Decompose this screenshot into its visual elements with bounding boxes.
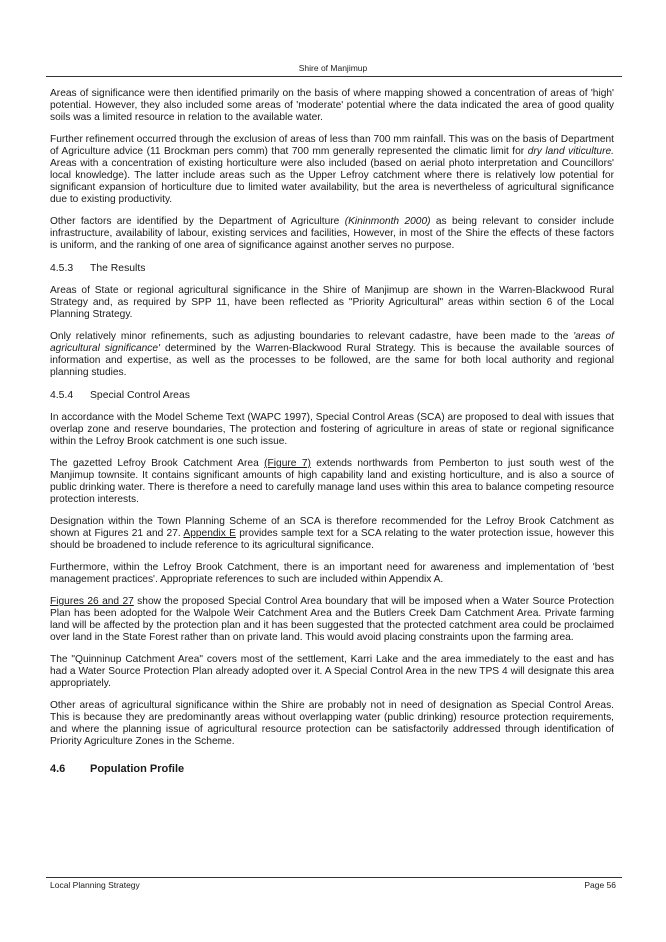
section-title: Population Profile: [90, 763, 185, 775]
text-span: provides sample text for a SCA relating to the water protection issue, however this should be broadened to include reference to its agricultural significance.: [50, 528, 615, 551]
figures-26-27-link[interactable]: Figures 26 and 27: [50, 596, 134, 607]
italic-citation: (Kininmonth 2000): [344, 216, 431, 227]
text-span: determined by the Warren-Blackwood Rural Strategy. This is because the available sources of information and expertise, as well as the processes to be followed, are the same for both local authority and regional planning studies.: [50, 343, 614, 378]
paragraph-quinninup: The "Quinninup Catchment Area" covers most of the settlement, Karri Lake and the area immediately to the east and has had a Water Source Protection Plan already adopted over it. A Special Control Area in the new TPS 4 will designate this area appropriately.: [50, 654, 614, 689]
paragraph-further-refinement: [50, 134, 614, 206]
paragraph-other-factors: [50, 216, 614, 252]
paragraph-lefroy-brook: [50, 458, 614, 506]
appendix-e-link[interactable]: Appendix E: [183, 528, 236, 539]
paragraph-best-practices: Furthermore, within the Lefroy Brook Catchment, there is an important need for awareness and implementation of 'best management practices'. Appropriate references to such are included within Appendix A.: [50, 562, 614, 585]
paragraph-designation: [50, 516, 614, 552]
text-span: The gazetted Lefroy Brook Catchment Area: [50, 458, 265, 469]
text-span: Further refinement occurred through the exclusion of areas of less than 700 mm rainfall. This was on the basis of Department of Agriculture advice (11 Brockman pers comm) that 700 mm generally represented the climatic limit for: [50, 134, 614, 157]
section-number: 4.5.4: [50, 390, 74, 401]
section-title: Special Control Areas: [90, 390, 190, 401]
italic-text: dry land viticulture.: [527, 146, 614, 157]
paragraph-refinements: [50, 331, 614, 379]
section-heading-the-results: [50, 262, 614, 275]
text-span: Only relatively minor refinements, such as adjusting boundaries to relevant cadastre, have been made to the: [50, 331, 574, 342]
section-heading-population-profile: [50, 762, 614, 776]
paragraph-figures-26-27: [50, 596, 614, 644]
paragraph-model-scheme: In accordance with the Model Scheme Text (WAPC 1997), Special Control Areas (SCA) are proposed to deal with issues that overlap zone and reserve boundaries, The protection and fostering of agriculture in areas of state or regional significance within the Lefroy Brook catchment is one such issue.: [50, 412, 614, 447]
footer-page-number: Page 56: [584, 880, 616, 890]
text-span: Other factors are identified by the Department of Agriculture: [50, 216, 345, 227]
section-title: The Results: [90, 263, 146, 274]
footer-document-title: Local Planning Strategy: [50, 880, 140, 890]
running-header: Shire of Manjimup: [298, 63, 368, 73]
text-span: show the proposed Special Control Area boundary that will be imposed when a Water Source Protection Plan has been adopted for the Walpole Weir Catchment Area and the Butlers Creek Dam Catchment Area. Private farming land will be affected by the protection plan and it has been suggested that the protected catchment area could be proclaimed over land in the State Forest rather than on private land. This would avoid placing constraints upon the farming area.: [50, 596, 615, 643]
header-divider: [46, 76, 622, 77]
text-span: Areas with a concentration of existing horticulture were also included (based on aerial photo interpretation and Councillors' local knowledge). The latter include areas such as the Upper Lefroy catchment where there is relatively low potential for significant expansion of horticulture due to limited water availability, but the area is nevertheless of agricultural significance due to existing productivity.: [50, 158, 614, 205]
paragraph-results-areas: Areas of State or regional agricultural significance in the Shire of Manjimup are shown in the Warren-Blackwood Rural Strategy and, as required by SPP 11, have been reflected as "Priority Agricultural" areas within section 6 of the Local Planning Strategy.: [50, 285, 614, 320]
text-span: Designation within the Town Planning Scheme of an SCA is therefore recommended for the Lefroy Brook Catchment as shown at Figures 21 and 27.: [50, 516, 614, 539]
page-body: [50, 88, 614, 776]
footer-divider: [46, 877, 622, 878]
figure-7-link[interactable]: (Figure 7): [264, 458, 311, 469]
paragraph-other-areas: Other areas of agricultural significance within the Shire are probably not in need of designation as Special Control Areas. This is because they are predominantly areas without overlapping water (public drinking) resource protection requirements, and where the planning issue of agricultural resource protection can be satisfactorily addressed through identification of Priority Agriculture Zones in the Scheme.: [50, 700, 614, 747]
italic-text: 'areas of agricultural significance': [50, 331, 614, 354]
paragraph-areas-identified: Areas of significance were then identified primarily on the basis of where mapping showed a concentration of areas of 'high' potential. However, they also included some areas of 'moderate' potential where the data indicated the area of good quality soils was a limited resource in relation to the available water.: [50, 88, 614, 123]
section-number: 4.6: [50, 763, 66, 775]
section-heading-special-control-areas: [50, 389, 614, 402]
section-number: 4.5.3: [50, 263, 74, 274]
text-span: as being relevant to consider include infrastructure, availability of labour, existing services and facilities, However, in most of the Shire the effects of these factors is uniform, and the ranking of one area of significance against another serves no purpose.: [50, 216, 614, 251]
text-span: extends northwards from Pemberton to just south west of the Manjimup townsite. It contains significant amounts of high capability land and existing horticulture, and is also a source of public drinking water. There is therefore a need to carefully manage land uses within this area to balance competing resource protection interests.: [50, 458, 614, 505]
